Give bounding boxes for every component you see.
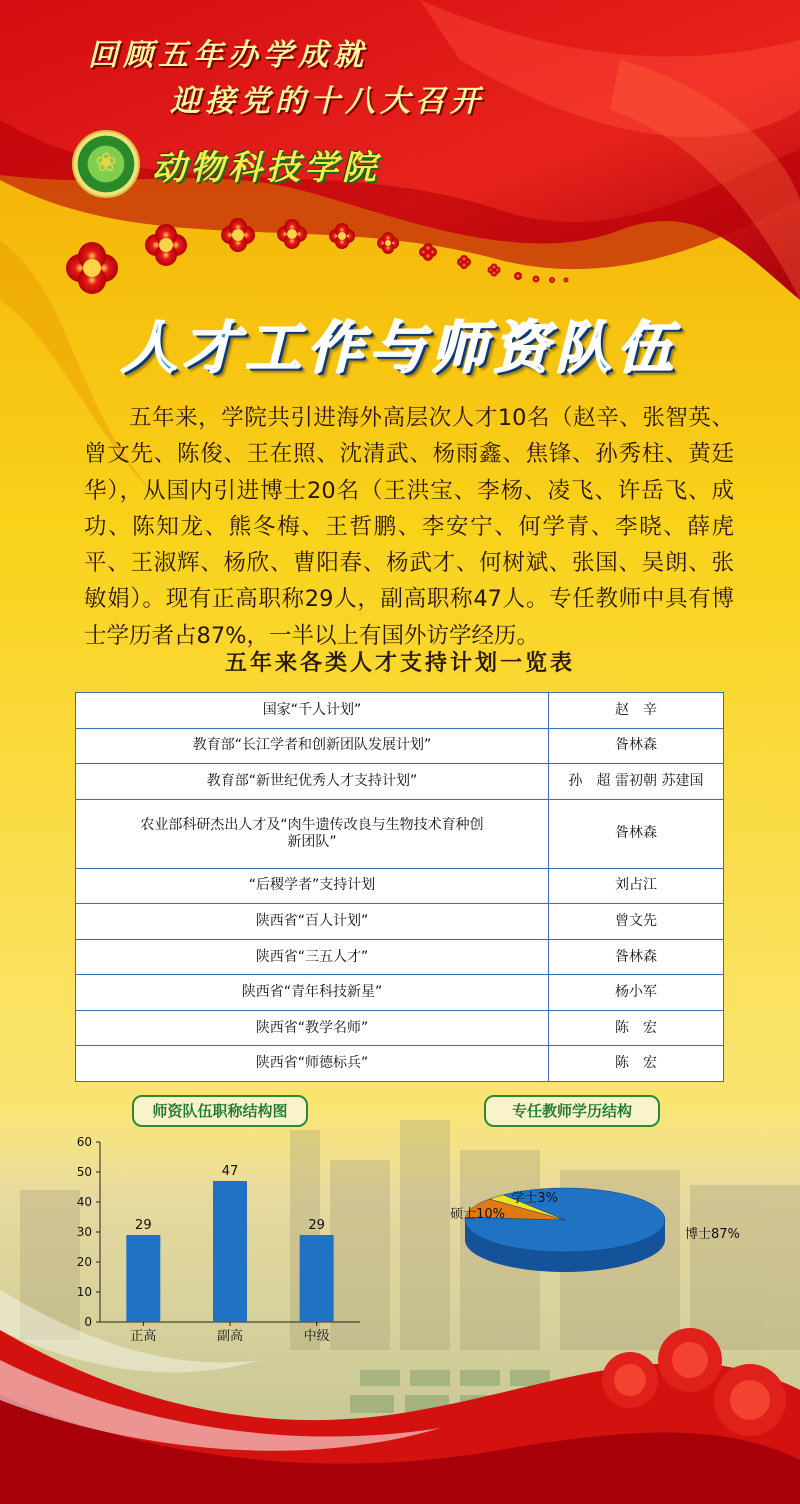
plan-people-cell: 孙 超 雷初朝 苏建国 bbox=[549, 764, 724, 800]
x-tick-label: 正高 bbox=[130, 1329, 157, 1344]
x-tick-label: 中级 bbox=[303, 1329, 330, 1344]
college-logo: ❀ bbox=[72, 130, 140, 198]
intro-paragraph: 五年来，学院共引进海外高层次人才10名（赵辛、张智英、曾文先、陈俊、王在照、沈清武、杨雨鑫、焦锋、孙秀柱、黄廷华），从国内引进博士20名（王洪宝、李杨、凌飞、许岳飞、成功、陈知龙、熊冬梅、王哲鹏、李安宁、何学青、李晓、薛虎平、王淑辉、杨欣、曹阳春、杨武才、何树斌、张国、吴朗、张敏娟）。现有正高职称29人，副高职称47人。专任教师中具有博士学历者占87%，一半以上有国外访学经历。 bbox=[84, 405, 734, 649]
plan-name-cell: 陕西省“三五人才” bbox=[76, 939, 549, 975]
plan-name-cell: 陕西省“青年科技新星” bbox=[76, 975, 549, 1011]
table-row bbox=[76, 868, 724, 904]
table-row bbox=[76, 1010, 724, 1046]
talent-plans-table bbox=[75, 692, 724, 1082]
y-tick-label: 60 bbox=[76, 1135, 92, 1149]
bar bbox=[213, 1181, 247, 1322]
slogan-line-1: 回顾五年办学成就 bbox=[88, 38, 368, 73]
plan-name-cell: 陕西省“百人计划” bbox=[76, 904, 549, 940]
plan-people-cell: 昝林森 bbox=[549, 799, 724, 868]
bar-data-label: 29 bbox=[308, 1218, 325, 1233]
table-row bbox=[76, 939, 724, 975]
pie-slice-label: 学士3% bbox=[511, 1191, 558, 1206]
plan-name-cell: 陕西省“教学名师” bbox=[76, 1010, 549, 1046]
bar-data-label: 47 bbox=[221, 1164, 239, 1179]
slogan-line-2: 迎接党的十八大召开 bbox=[170, 84, 485, 119]
table-row bbox=[76, 904, 724, 940]
plan-people-cell: 刘占江 bbox=[549, 868, 724, 904]
table-row bbox=[76, 693, 724, 729]
plan-people-cell: 杨小军 bbox=[549, 975, 724, 1011]
bar bbox=[126, 1235, 160, 1322]
plan-name-cell: 教育部“新世纪优秀人才支持计划” bbox=[76, 764, 549, 800]
table-row bbox=[76, 799, 724, 868]
bar-chart-bars bbox=[126, 1164, 333, 1344]
plan-name-cell: 教育部“长江学者和创新团队发展计划” bbox=[76, 728, 549, 764]
y-tick-label: 40 bbox=[76, 1195, 92, 1209]
plan-name-cell: 农业部科研杰出人才及“肉牛遗传改良与生物技术育种创新团队” bbox=[76, 799, 549, 868]
pie-chart-slices bbox=[450, 1188, 740, 1272]
y-tick-label: 50 bbox=[76, 1165, 92, 1179]
table-row bbox=[76, 975, 724, 1011]
plan-name-cell: “后稷学者”支持计划 bbox=[76, 868, 549, 904]
pie-slice-label: 硕士10% bbox=[450, 1207, 505, 1222]
plan-people-cell: 赵 辛 bbox=[549, 693, 724, 729]
table-row bbox=[76, 728, 724, 764]
plan-people-cell: 曾文先 bbox=[549, 904, 724, 940]
table-row bbox=[76, 1046, 724, 1082]
y-tick-label: 30 bbox=[76, 1225, 92, 1239]
y-tick-label: 10 bbox=[76, 1285, 92, 1299]
pie-chart-title: 专任教师学历结构 bbox=[484, 1095, 660, 1127]
bar-chart-title: 师资队伍职称结构图 bbox=[132, 1095, 308, 1127]
plan-people-cell: 昝林森 bbox=[549, 728, 724, 764]
plan-name-cell: 国家“千人计划” bbox=[76, 693, 549, 729]
table-row bbox=[76, 764, 724, 800]
y-tick-label: 0 bbox=[84, 1315, 92, 1329]
bar bbox=[300, 1235, 334, 1322]
table-title: 五年来各类人才支持计划一览表 bbox=[224, 651, 575, 676]
education-pie-chart bbox=[410, 1180, 770, 1300]
plan-name-cell: 陕西省“师德标兵” bbox=[76, 1046, 549, 1082]
plan-people-cell: 陈 宏 bbox=[549, 1010, 724, 1046]
plan-people-cell: 昝林森 bbox=[549, 939, 724, 975]
y-tick-label: 20 bbox=[76, 1255, 92, 1269]
plan-people-cell: 陈 宏 bbox=[549, 1046, 724, 1082]
page-title: 人才工作与师资队伍 bbox=[121, 316, 679, 381]
pie-slice-label: 博士87% bbox=[685, 1227, 740, 1242]
title-structure-bar-chart bbox=[60, 1130, 380, 1355]
bar-data-label: 29 bbox=[135, 1218, 152, 1233]
x-tick-label: 副高 bbox=[216, 1329, 244, 1344]
college-name: 动物科技学院 bbox=[152, 148, 380, 188]
